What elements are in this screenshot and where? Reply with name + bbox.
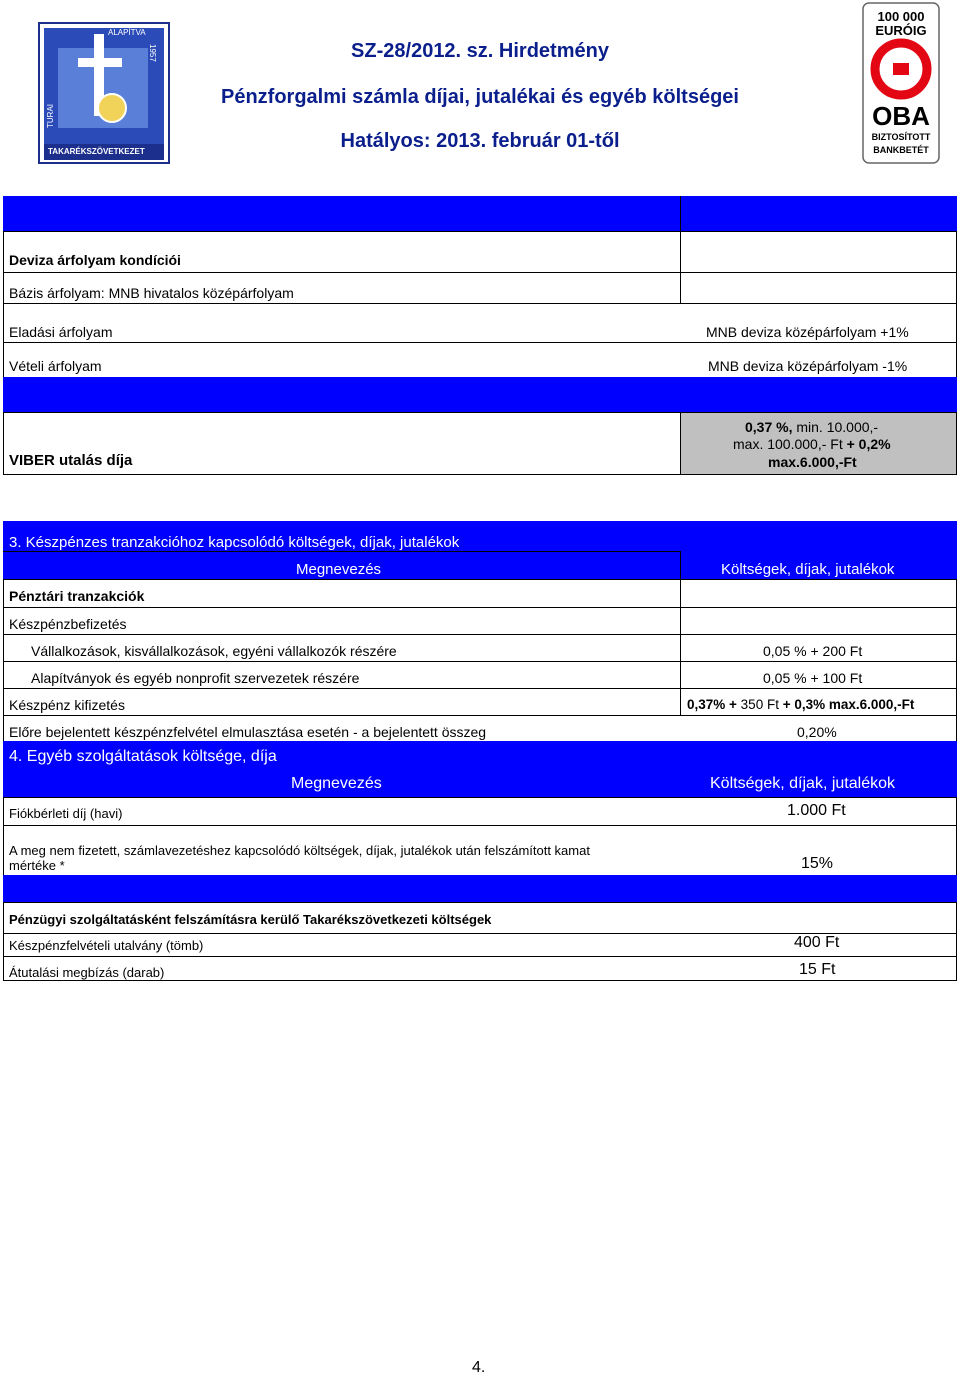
fx-sell-label: Eladási árfolyam <box>9 324 113 340</box>
companies-value: 0,05 % + 200 Ft <box>763 643 863 659</box>
logo-bottom-text: TAKARÉKSZÖVETKEZET <box>48 147 145 156</box>
withdrawal-value <box>687 697 914 713</box>
deposit-label: Készpénzbefizetés <box>9 616 127 632</box>
fx-top-band <box>3 196 957 232</box>
oba-logo <box>862 2 940 164</box>
turai-logo <box>38 22 170 164</box>
fx-base: Bázis árfolyam: MNB hivatalos középárfolyam <box>9 285 294 301</box>
viber-value-line1 <box>745 419 878 435</box>
viber-value-extra: + 0,2% <box>846 436 891 452</box>
viber-band <box>3 377 957 413</box>
interest-label-2: mértéke * <box>9 858 65 873</box>
missed-value: 0,20% <box>797 724 837 740</box>
voucher-value: 400 Ft <box>794 934 840 951</box>
section4-title: 4. Egyéb szolgáltatások költsége, díja <box>9 748 277 765</box>
transfer-label: Átutalási megbízás (darab) <box>9 965 165 980</box>
withdrawal-value-fee: 350 Ft <box>740 697 779 712</box>
cashier-label: Pénztári tranzakciók <box>9 588 145 604</box>
section3-col-cost: Költségek, díjak, jutalékok <box>721 561 895 578</box>
viber-value-line3: max.6.000,-Ft <box>768 454 857 470</box>
viber-value-rate: 0,37 %, <box>745 419 793 435</box>
deposit-value-cell <box>680 607 957 635</box>
section4-col-name: Megnevezés <box>291 775 382 792</box>
withdrawal-label: Készpénz kifizetés <box>9 697 125 713</box>
withdrawal-value-rate: 0,37% + <box>687 697 741 712</box>
section4-gap-band <box>3 875 957 903</box>
cashier-value-cell <box>680 579 957 608</box>
logo-founded-text: ALAPÍTVA <box>108 28 146 37</box>
missed-label: Előre bejelentett készpénzfelvétel elmulasztása esetén - a bejelentett összeg <box>9 724 487 740</box>
oba-insured-text: BIZTOSÍTOTT <box>871 132 931 142</box>
transfer-value: 15 Ft <box>799 961 836 978</box>
foundations-label: Alapítványok és egyéb nonprofit szervezetek részére <box>31 670 360 686</box>
voucher-label: Készpénzfelvételi utalvány (tömb) <box>9 938 204 953</box>
viber-value-min: min. 10.000,- <box>792 419 879 435</box>
oba-brand-text: OBA <box>872 101 930 131</box>
companies-label: Vállalkozások, kisvállalkozások, egyéni vállalkozók részére <box>31 643 397 659</box>
oba-amount-text: 100 000 <box>877 9 925 24</box>
fx-title-value-cell <box>680 231 957 273</box>
logo-side-text: TURAI <box>46 104 55 128</box>
header-title-3: Hatályos: 2013. február 01-től <box>340 130 620 152</box>
viber-value-line2 <box>733 436 891 452</box>
fx-sell-value: MNB deviza középárfolyam +1% <box>706 324 909 340</box>
section3-title: 3. Készpénzes tranzakcióhoz kapcsolódó költségek, díjak, jutalékok <box>9 534 460 551</box>
fx-buy-label: Vételi árfolyam <box>9 358 102 374</box>
oba-euro-text: EURÓIG <box>875 23 927 38</box>
interest-value: 15% <box>801 855 834 872</box>
logo-year-text: 1957 <box>148 44 157 62</box>
interest-label-1: A meg nem fizetett, számlavezetéshez kapcsolódó költségek, díjak, jutalékok után felszámított kamat <box>9 843 590 858</box>
other-title: Pénzügyi szolgáltatásként felszámításra kerülő Takarékszövetkezeti költségek <box>9 912 492 927</box>
viber-label: VIBER utalás díja <box>9 452 133 469</box>
branch-rent-label: Fiókbérleti díj (havi) <box>9 806 123 821</box>
page-number: 4. <box>472 1359 486 1376</box>
oba-deposit-text: BANKBETÉT <box>873 145 929 155</box>
foundations-value: 0,05 % + 100 Ft <box>763 670 863 686</box>
branch-rent-value: 1.000 Ft <box>787 802 846 819</box>
fx-buy-value: MNB deviza középárfolyam -1% <box>708 358 908 374</box>
header-title-1: SZ-28/2012. sz. Hirdetmény <box>351 40 609 62</box>
section4-col-cost: Költségek, díjak, jutalékok <box>710 775 895 792</box>
header-title-2: Pénzforgalmi számla díjai, jutalékai és egyéb költségei <box>221 86 739 108</box>
withdrawal-value-max: + 0,3% max.6.000,-Ft <box>778 697 915 712</box>
fx-base-value-cell <box>680 272 957 304</box>
viber-value-max: max. 100.000,- Ft <box>733 436 847 452</box>
fx-title: Deviza árfolyam kondíciói <box>9 252 181 268</box>
section3-col-name: Megnevezés <box>296 561 382 578</box>
